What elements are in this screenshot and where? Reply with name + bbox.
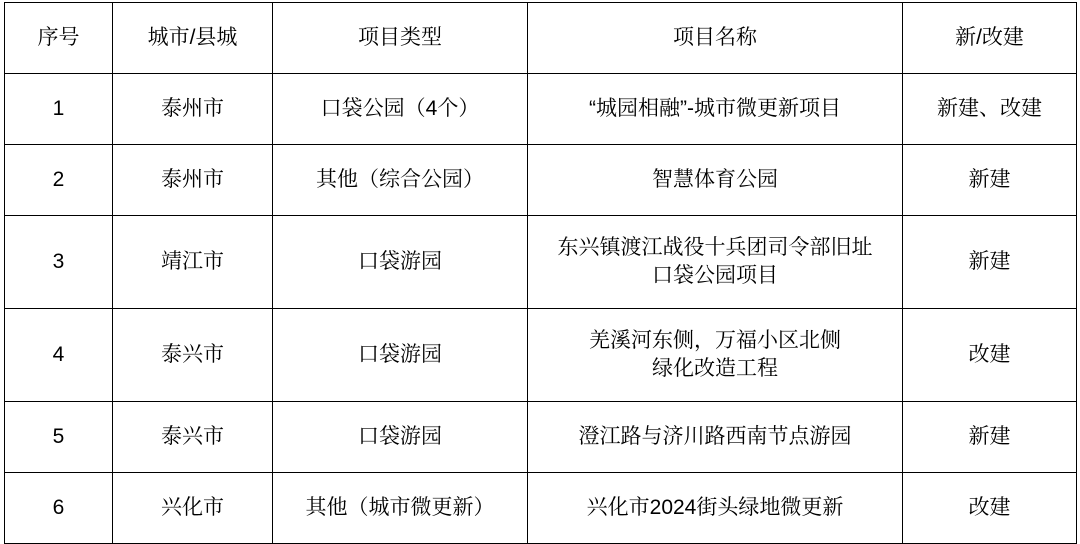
cell-city: 靖江市 [113, 216, 273, 309]
cell-no: 5 [5, 402, 113, 473]
cell-city: 兴化市 [113, 473, 273, 544]
cell-name [528, 74, 903, 145]
cell-name-line: “城园相融”-城市微更新项目 [589, 96, 841, 120]
cell-type: 口袋公园（4个） [273, 74, 528, 145]
column-header-no: 序号 [5, 3, 113, 74]
cell-city: 泰州市 [113, 74, 273, 145]
cell-name [528, 473, 903, 544]
cell-no: 2 [5, 145, 113, 216]
cell-build: 改建 [903, 309, 1077, 402]
table-header-row [5, 3, 1077, 74]
table-row [5, 402, 1077, 473]
cell-build: 新建、改建 [903, 74, 1077, 145]
cell-build: 新建 [903, 402, 1077, 473]
cell-type: 口袋游园 [273, 216, 528, 309]
cell-name [528, 402, 903, 473]
cell-type: 其他（综合公园） [273, 145, 528, 216]
cell-name-line: 东兴镇渡江战役十兵团司令部旧址 [557, 235, 873, 259]
cell-name-line: 兴化市2024街头绿地微更新 [586, 495, 844, 519]
table-header [5, 3, 1077, 74]
cell-name-line: 智慧体育公园 [652, 167, 778, 191]
cell-build: 新建 [903, 145, 1077, 216]
cell-build: 改建 [903, 473, 1077, 544]
cell-type: 口袋游园 [273, 309, 528, 402]
cell-type: 口袋游园 [273, 402, 528, 473]
table-body [5, 74, 1077, 544]
column-header-name: 项目名称 [528, 3, 903, 74]
cell-city: 泰兴市 [113, 402, 273, 473]
column-header-build: 新/改建 [903, 3, 1077, 74]
table-row [5, 74, 1077, 145]
cell-name-line: 澄江路与济川路西南节点游园 [578, 424, 852, 448]
cell-name [528, 216, 903, 309]
table-row [5, 309, 1077, 402]
cell-name-line: 口袋公园项目 [652, 264, 778, 287]
cell-name [528, 145, 903, 216]
cell-no: 3 [5, 216, 113, 309]
cell-name [528, 309, 903, 402]
cell-city: 泰兴市 [113, 309, 273, 402]
table-row [5, 473, 1077, 544]
project-table [4, 2, 1077, 544]
cell-no: 6 [5, 473, 113, 544]
cell-city: 泰州市 [113, 145, 273, 216]
cell-name-line: 羌溪河东侧，万福小区北侧 [589, 328, 841, 352]
cell-no: 1 [5, 74, 113, 145]
project-table-container [0, 2, 1080, 519]
table-row [5, 145, 1077, 216]
cell-no: 4 [5, 309, 113, 402]
column-header-city: 城市/县城 [113, 3, 273, 74]
column-header-type: 项目类型 [273, 3, 528, 74]
cell-build: 新建 [903, 216, 1077, 309]
table-row [5, 216, 1077, 309]
cell-type: 其他（城市微更新） [273, 473, 528, 544]
cell-name-line: 绿化改造工程 [652, 357, 778, 380]
